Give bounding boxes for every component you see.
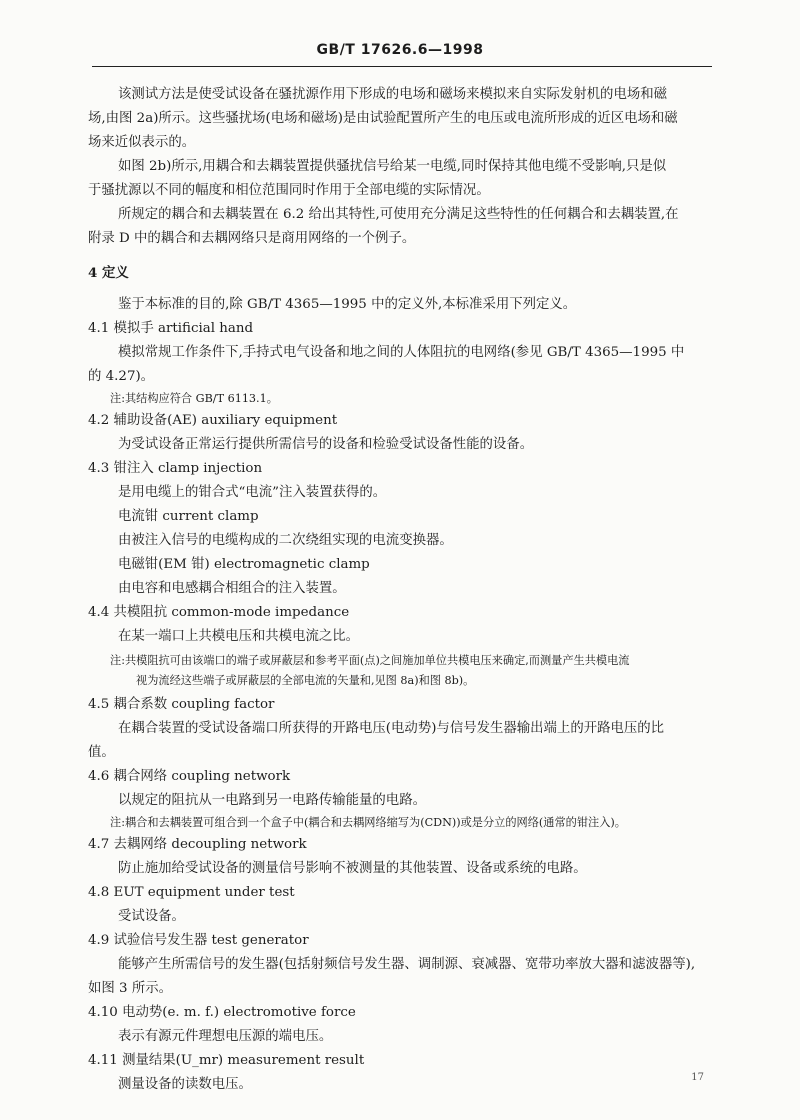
text-line: 模拟常规工作条件下,手持式电气设备和地之间的人体阻抗的电网络(参见 GB/T 4365—1995 中 [118, 345, 685, 360]
note-line: 注:耦合和去耦装置可组合到一个盒子中(耦合和去耦网络缩写为(CDN))或是分立的网络(通常的钳注入)。 [110, 816, 626, 829]
text-line: 4.4 共模阻抗 common-mode impedance [88, 605, 350, 620]
text-line: 在某一端口上共模电压和共模电流之比。 [118, 629, 360, 644]
section-heading: 4 定义 [88, 265, 129, 281]
text-line: 表示有源元件理想电压源的端电压。 [118, 1029, 333, 1044]
text-line: 电磁钳(EM 钳) electromagnetic clamp [118, 557, 370, 572]
text-line: 测量设备的读数电压。 [118, 1077, 252, 1092]
text-line: 该测试方法是使受试设备在骚扰源作用下形成的电场和磁场来模拟来自实际发射机的电场和磁 [118, 87, 668, 102]
text-line: 4.1 模拟手 artificial hand [88, 321, 254, 336]
text-line: 的 4.27)。 [88, 369, 155, 384]
text-line: 4.10 电动势(e. m. f.) electromotive force [88, 1005, 356, 1020]
text-line: 4.2 辅助设备(AE) auxiliary equipment [88, 413, 338, 428]
text-line: 如图 3 所示。 [88, 981, 172, 996]
text-line: 所规定的耦合和去耦装置在 6.2 给出其特性,可使用充分满足这些特性的任何耦合和去耦装置,在 [118, 207, 679, 222]
text-line: 4.9 试验信号发生器 test generator [88, 933, 309, 948]
text-line: 值。 [88, 745, 115, 760]
text-line: 于骚扰源以不同的幅度和相位范围同时作用于全部电缆的实际情况。 [88, 183, 490, 198]
text-line: 是用电缆上的钳合式“电流”注入装置获得的。 [118, 485, 387, 500]
text-line: 4.8 EUT equipment under test [88, 885, 295, 900]
text-line: 在耦合装置的受试设备端口所获得的开路电压(电动势)与信号发生器输出端上的开路电压的比 [118, 721, 665, 736]
text-line: 4.3 钳注入 clamp injection [88, 461, 263, 476]
page-number: 17 [691, 1072, 704, 1083]
page-header: GB/T 17626.6—1998 [316, 42, 484, 58]
header-rule [92, 66, 712, 67]
text-line: 电流钳 current clamp [118, 509, 259, 524]
note-line: 注:共模阻抗可由该端口的端子或屏蔽层和参考平面(点)之间施加单位共模电压来确定,而测量产生共模电流 [110, 654, 630, 667]
text-line: 受试设备。 [118, 909, 185, 924]
text-line: 4.7 去耦网络 decoupling network [88, 837, 307, 852]
text-line: 如图 2b)所示,用耦合和去耦装置提供骚扰信号给某一电缆,同时保持其他电缆不受影响,只是似 [118, 159, 667, 174]
text-line: 4.5 耦合系数 coupling factor [88, 697, 275, 712]
text-line: 附录 D 中的耦合和去耦网络只是商用网络的一个例子。 [88, 231, 416, 246]
text-line: 由被注入信号的电缆构成的二次绕组实现的电流变换器。 [118, 533, 453, 548]
text-line: 能够产生所需信号的发生器(包括射频信号发生器、调制源、衰减器、宽带功率放大器和滤波器等), [118, 957, 696, 972]
note-line: 视为流经这些端子或屏蔽层的全部电流的矢量和,见图 8a)和图 8b)。 [136, 674, 475, 687]
text-line: 以规定的阻抗从一电路到另一电路传输能量的电路。 [118, 793, 426, 808]
text-line: 场,由图 2a)所示。这些骚扰场(电场和磁场)是由试验配置所产生的电压或电流所形成的近区电场和磁 [88, 111, 678, 126]
note-line: 注:其结构应符合 GB/T 6113.1。 [110, 392, 278, 405]
text-line: 场来近似表示的。 [88, 135, 196, 150]
text-line: 防止施加给受试设备的测量信号影响不被测量的其他装置、设备或系统的电路。 [118, 861, 587, 876]
text-line: 为受试设备正常运行提供所需信号的设备和检验受试设备性能的设备。 [118, 437, 534, 452]
text-line: 由电容和电感耦合相组合的注入装置。 [118, 581, 346, 596]
text-line: 鉴于本标准的目的,除 GB/T 4365—1995 中的定义外,本标准采用下列定义。 [118, 297, 577, 312]
text-line: 4.6 耦合网络 coupling network [88, 769, 291, 784]
text-line: 4.11 测量结果(U_mr) measurement result [88, 1053, 365, 1068]
